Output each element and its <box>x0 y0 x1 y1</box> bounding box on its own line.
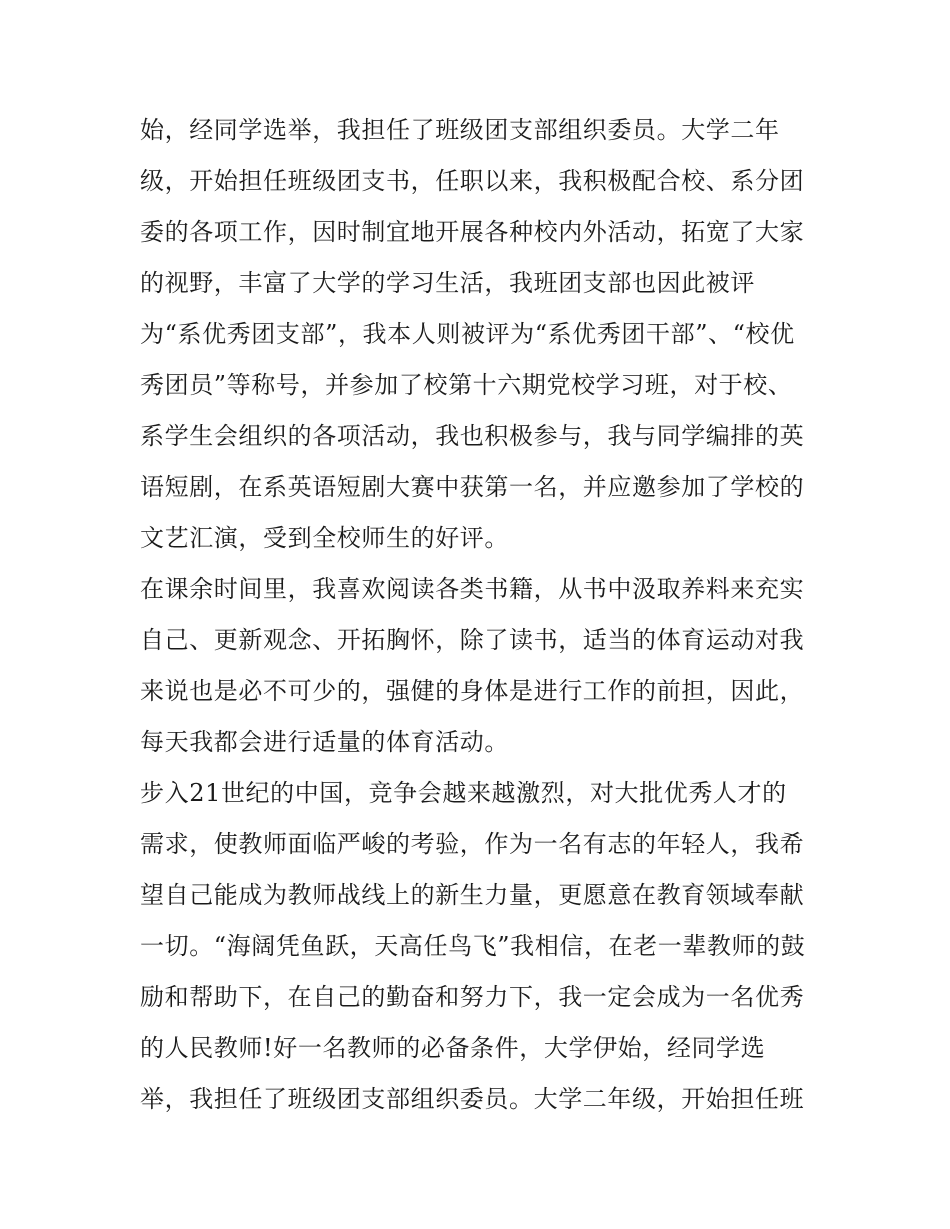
text-line: 需求，使教师面临严峻的考验，作为一名有志的年轻人，我希 <box>140 830 805 858</box>
text-line: 级，开始担任班级团支书，任职以来，我积极配合校、系分团 <box>140 167 805 195</box>
text-line: 始，经同学选举，我担任了班级团支部组织委员。大学二年 <box>140 116 780 144</box>
text-line: 步入21世纪的中国，竞争会越来越激烈，对大批优秀人才的 <box>140 779 787 807</box>
text-line: 自己、更新观念、开拓胸怀，除了读书，适当的体育运动对我 <box>140 626 805 654</box>
text-line: 的视野，丰富了大学的学习生活，我班团支部也因此被评 <box>140 269 755 297</box>
text-line: 望自己能成为教师战线上的新生力量，更愿意在教育领域奉献 <box>140 881 805 909</box>
text-line: 每天我都会进行适量的体育活动。 <box>140 728 509 756</box>
text-line: 系学生会组织的各项活动，我也积极参与，我与同学编排的英 <box>140 422 805 450</box>
text-line: 为“系优秀团支部”，我本人则被评为“系优秀团干部”、“校优 <box>140 320 795 348</box>
text-line: 举，我担任了班级团支部组织委员。大学二年级，开始担任班 <box>140 1085 805 1113</box>
text-line: 语短剧，在系英语短剧大赛中获第一名，并应邀参加了学校的 <box>140 473 805 501</box>
text-line: 秀团员”等称号，并参加了校第十六期党校学习班，对于校、 <box>140 371 793 399</box>
text-line: 在课余时间里，我喜欢阅读各类书籍，从书中汲取养料来充实 <box>140 575 805 603</box>
text-line: 一切。“海阔凭鱼跃，天高任鸟飞”我相信，在老一辈教师的鼓 <box>140 932 806 960</box>
text-line: 来说也是必不可少的，强健的身体是进行工作的前担，因此， <box>140 677 805 705</box>
text-line: 文艺汇演，受到全校师生的好评。 <box>140 524 509 552</box>
text-line: 委的各项工作，因时制宜地开展各种校内外活动，拓宽了大家 <box>140 218 805 246</box>
text-line: 励和帮助下，在自己的勤奋和努力下，我一定会成为一名优秀 <box>140 983 805 1011</box>
text-line: 的人民教师!好一名教师的必备条件，大学伊始，经同学选 <box>140 1034 766 1062</box>
document-body <box>140 105 820 1125</box>
